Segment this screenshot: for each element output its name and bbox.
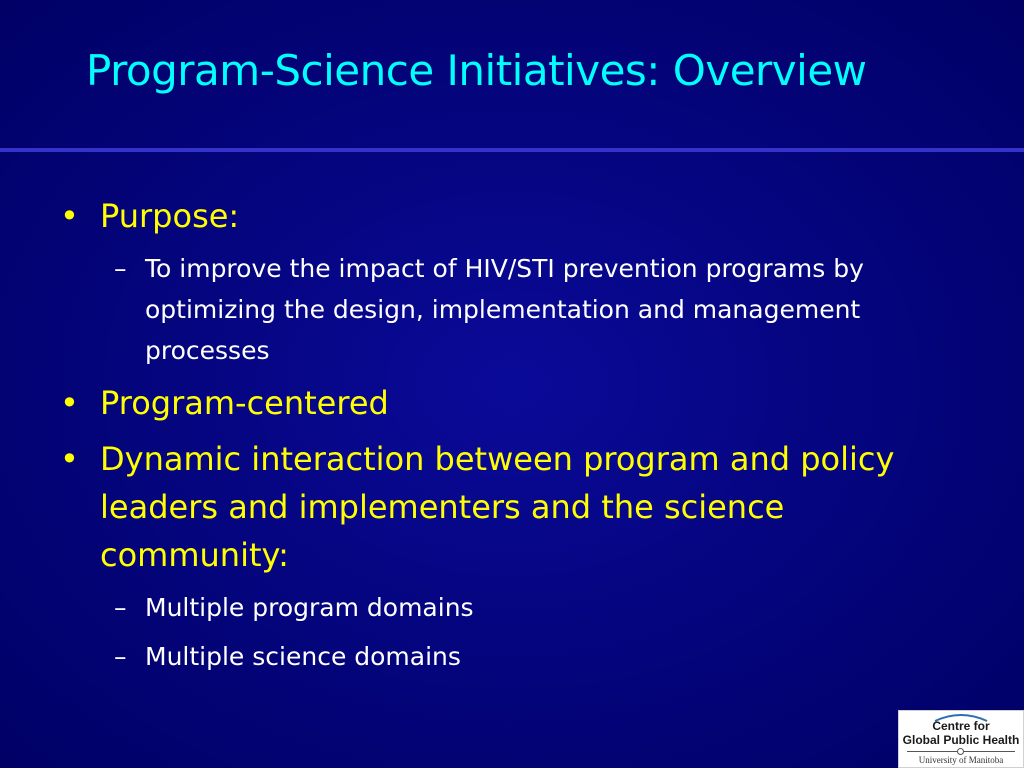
title-divider — [0, 148, 1024, 152]
bullet-marker: • — [60, 197, 79, 235]
title-area — [0, 0, 1024, 148]
sub-bullet-text: Multiple program domains — [145, 593, 474, 622]
bullet-item — [60, 379, 980, 427]
sub-bullet-item — [60, 587, 980, 628]
bullet-marker: • — [60, 440, 79, 478]
sub-bullet-marker: – — [114, 642, 127, 671]
institution-logo — [898, 710, 1024, 768]
logo-dot-icon — [957, 748, 964, 755]
logo-line-2: Global Public Health — [902, 733, 1020, 747]
bullet-text: Dynamic interaction between program and policy leaders and implementers and the science community: — [100, 440, 895, 574]
bullet-text: Purpose: — [100, 197, 240, 235]
sub-bullet-text: To improve the impact of HIV/STI prevention programs by optimizing the design, implementation and management processes — [145, 254, 864, 365]
sub-bullet-text: Multiple science domains — [145, 642, 461, 671]
sub-bullet-item — [60, 636, 980, 677]
sub-bullet-marker: – — [114, 593, 127, 622]
logo-line-3: University of Manitoba — [918, 755, 1004, 765]
bullet-text: Program-centered — [100, 384, 389, 422]
logo-line-1: Centre for — [932, 719, 990, 733]
bullet-marker: • — [60, 384, 79, 422]
slide-body — [60, 192, 980, 685]
slide-title: Program-Science Initiatives: Overview — [86, 46, 867, 95]
bullet-item — [60, 435, 980, 579]
bullet-item — [60, 192, 980, 240]
sub-bullet-marker: – — [114, 254, 127, 283]
sub-bullet-item — [60, 248, 980, 371]
